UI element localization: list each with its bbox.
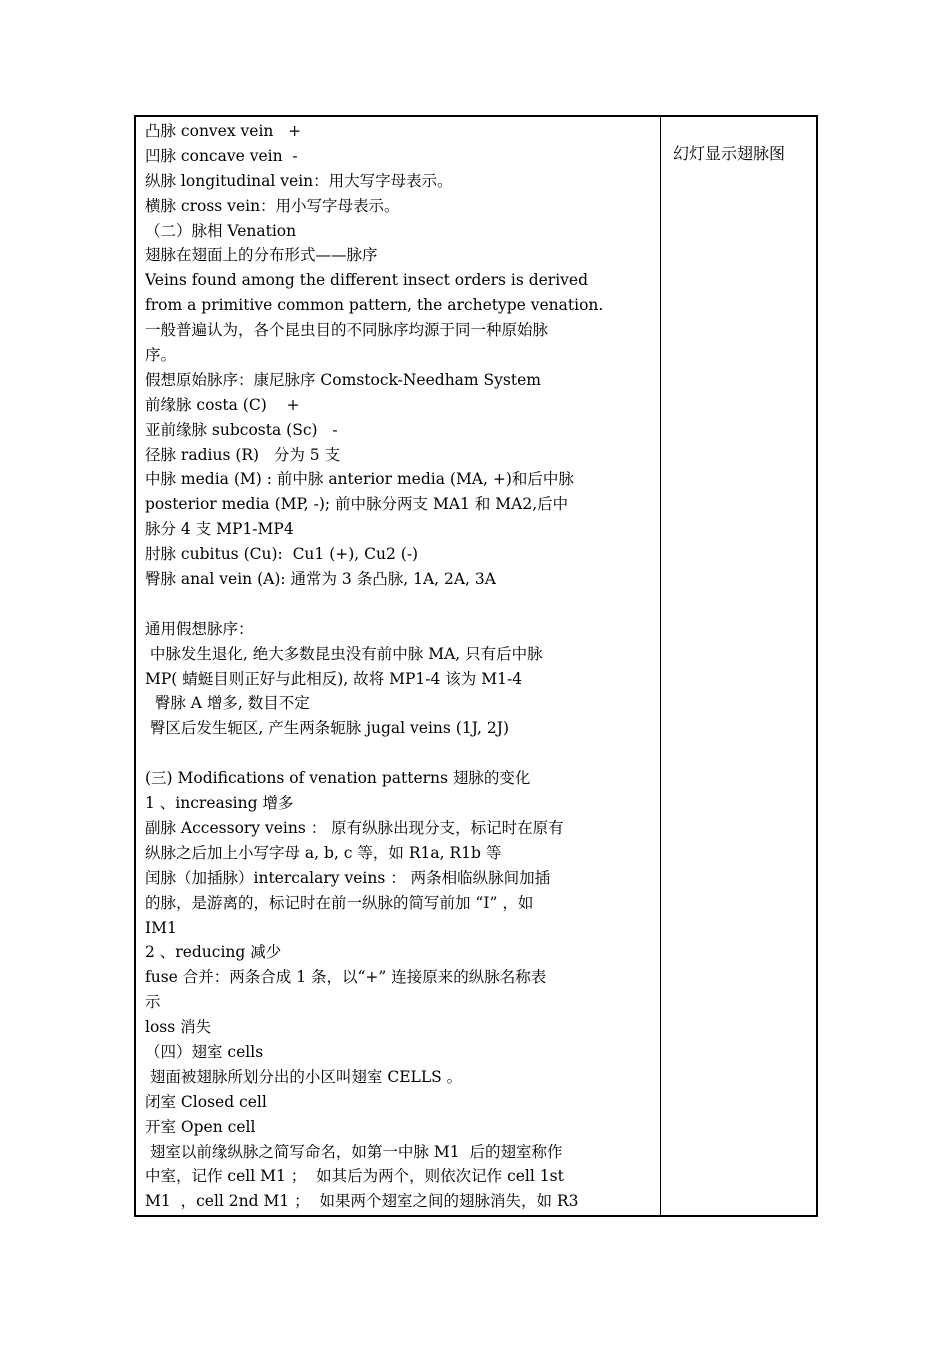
- text-line: 开室 Open cell: [145, 1117, 256, 1136]
- text-line: 横脉 cross vein：用小写字母表示。: [145, 196, 400, 215]
- text-line: M1 ，cell 2nd M1 ； 如果两个翅室之间的翅脉消失，如 R3: [145, 1192, 579, 1211]
- content-cell: [136, 117, 661, 1215]
- text-line: 纵脉之后加上小写字母 a, b, c 等，如 R1a, R1b 等: [145, 843, 502, 862]
- text-line: 翅室以前缘纵脉之简写命名，如第一中脉 M1 后的翅室称作: [145, 1142, 563, 1161]
- text-line: 2 、reducing 减少: [145, 943, 282, 962]
- text-line: 肘脉 cubitus (Cu): Cu1 (+), Cu2 (-): [145, 545, 419, 564]
- text-line: 中脉 media (M) : 前中脉 anterior media (MA, +)和后中脉: [145, 470, 574, 489]
- text-line: 臀脉 anal vein (A): 通常为 3 条凸脉, 1A, 2A, 3A: [145, 570, 496, 589]
- text-line: 假想原始脉序：康尼脉序 Comstock-Needham System: [145, 370, 541, 389]
- text-line: （二）脉相 Venation: [145, 221, 297, 240]
- text-line: 翅面被翅脉所划分出的小区叫翅室 CELLS 。: [145, 1067, 463, 1086]
- text-line: posterior media (MP, -); 前中脉分两支 MA1 和 MA2,后中: [145, 495, 569, 514]
- text-line: from a primitive common pattern, the archetype venation.: [145, 296, 604, 315]
- text-line: 脉分 4 支 MP1-MP4: [145, 520, 294, 539]
- text-line: 副脉 Accessory veins ： 原有纵脉出现分支，标记时在原有: [145, 818, 564, 837]
- remarks-cell: [661, 117, 816, 1215]
- text-line: [145, 741, 654, 766]
- text-line: 臀脉 A 增多, 数目不定: [145, 694, 310, 713]
- text-line: MP( 蜻蜓目则正好与此相反), 故将 MP1-4 该为 M1-4: [145, 669, 523, 688]
- lesson-table: [134, 115, 818, 1217]
- text-line: 闭室 Closed cell: [145, 1092, 267, 1111]
- text-line: 通用假想脉序：: [145, 619, 254, 638]
- text-line: 示: [145, 993, 161, 1012]
- text-line: （四）翅室 cells: [145, 1042, 264, 1061]
- text-line: 闰脉（加插脉）intercalary veins ： 两条相临纵脉间加插: [145, 868, 551, 887]
- text-line: 臀区后发生轭区, 产生两条轭脉 jugal veins (1J, 2J): [145, 719, 509, 738]
- text-line: 的脉，是游离的，标记时在前一纵脉的简写前加 “I” ，如: [145, 893, 534, 912]
- text-line: 纵脉 longitudinal vein：用大写字母表示。: [145, 171, 453, 190]
- slide-note: 幻灯显示翅脉图: [673, 144, 786, 163]
- text-line: 1 、increasing 增多: [145, 794, 294, 813]
- text-line: 亚前缘脉 subcosta (Sc) -: [145, 420, 338, 439]
- text-line: [145, 592, 654, 617]
- text-line: fuse 合并：两条合成 1 条，以“+” 连接原来的纵脉名称表: [145, 968, 547, 987]
- text-line: 前缘脉 costa (C) +: [145, 395, 300, 414]
- text-line: 中脉发生退化, 绝大多数昆虫没有前中脉 MA, 只有后中脉: [145, 644, 543, 663]
- text-line: 凸脉 convex vein +: [145, 122, 302, 140]
- text-line: 翅脉在翅面上的分布形式——脉序: [145, 246, 378, 265]
- text-line: IM1: [145, 918, 177, 937]
- text-line: Veins found among the different insect orders is derived: [145, 271, 589, 290]
- text-line: 中室，记作 cell M1 ； 如其后为两个，则依次记作 cell 1st: [145, 1167, 564, 1186]
- text-line: (三) Modifications of venation patterns 翅脉的变化: [145, 769, 531, 788]
- text-line: 一般普遍认为，各个昆虫目的不同脉序均源于同一种原始脉: [145, 321, 549, 340]
- text-line: loss 消失: [145, 1018, 212, 1037]
- text-line: 凹脉 concave vein -: [145, 146, 298, 165]
- text-line: 径脉 radius (R) 分为 5 支: [145, 445, 341, 464]
- text-line: 序。: [145, 346, 177, 365]
